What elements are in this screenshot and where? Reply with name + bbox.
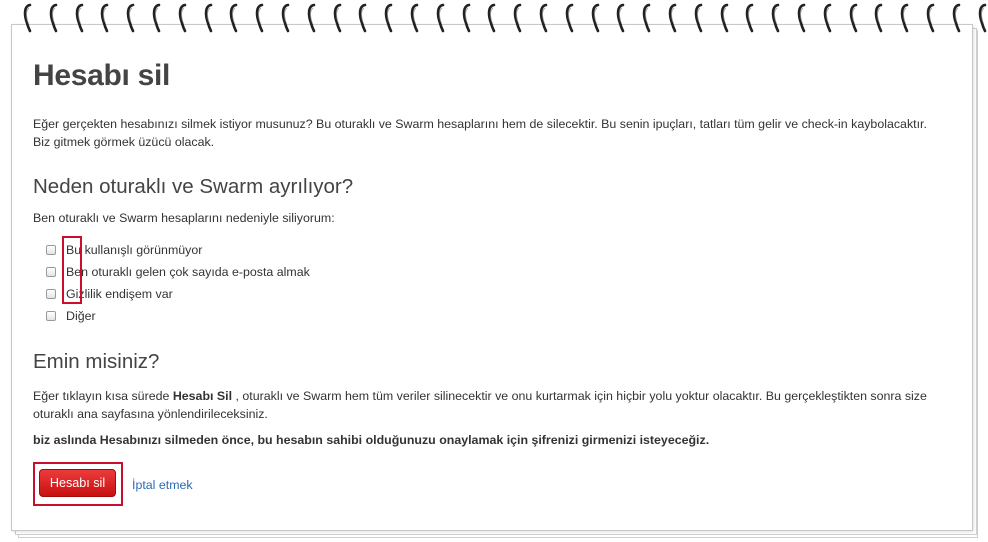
binding-ring-icon [75,3,87,33]
binding-ring-icon [410,3,422,33]
binding-ring-icon [823,3,835,33]
reason-option-other[interactable] [46,305,310,327]
binding-ring-icon [513,3,525,33]
binding-ring-icon [487,3,499,33]
binding-ring-icon [49,3,61,33]
confirm-heading: Emin misiniz? [33,350,160,373]
reason-subheading: Ben oturaklı ve Swarm hesaplarını nedeniyle siliyorum: [33,211,335,225]
reason-option-label: Gizlilik endişem var [66,287,173,301]
intro-text: Eğer gerçekten hesabınızı silmek istiyor musunuz? Bu oturaklı ve Swarm hesaplarını hem de silecektir. Bu senin ipuçları, tatları tüm gelir ve check-in kaybolacaktır. Biz gitmek görmek üzücü olacak. [33,117,927,149]
binding-ring-icon [745,3,757,33]
reason-option-label: Ben oturaklı gelen çok sayıda e-posta almak [66,265,310,279]
binding-ring-icon [436,3,448,33]
binding-ring-icon [23,3,35,33]
binding-ring-icon [539,3,551,33]
binding-ring-icon [900,3,912,33]
binding-ring-icon [771,3,783,33]
binding-ring-icon [591,3,603,33]
binding-ring-icon [229,3,241,33]
binding-ring-icon [694,3,706,33]
binding-ring-icon [178,3,190,33]
binding-ring-icon [668,3,680,33]
binding-ring-icon [384,3,396,33]
checkbox[interactable] [46,311,56,321]
binding-ring-icon [307,3,319,33]
binding-ring-icon [358,3,370,33]
password-note: biz aslında Hesabınızı silmeden önce, bu hesabın sahibi olduğunuzu onaylamak için şifrenizi girmenizi isteyeceğiz. [33,433,710,447]
reason-option-too-many-emails[interactable] [46,261,310,283]
binding-ring-icon [204,3,216,33]
binding-ring-icon [255,3,267,33]
binding-ring-icon [952,3,964,33]
checkbox[interactable] [46,289,56,299]
reason-option-privacy[interactable] [46,283,310,305]
binding-ring-icon [616,3,628,33]
binding-ring-icon [874,3,886,33]
notebook-page [11,24,973,531]
delete-account-button[interactable]: Hesabı sil [39,469,116,497]
binding-ring-icon [720,3,732,33]
binding-ring-icon [642,3,654,33]
reason-option-label: Diğer [66,309,96,323]
checkbox[interactable] [46,267,56,277]
binding-ring-icon [926,3,938,33]
warning-text-suffix: , oturaklı ve Swarm hem tüm veriler silinecektir ve onu kurtarmak için hiçbir yolu yoktur olacaktır. Bu gerçekleştikten sonra size oturaklı ana sayfasına yönlendirileceksiniz. [33,389,927,421]
binding-ring-icon [849,3,861,33]
binding-ring-icon [152,3,164,33]
checkbox[interactable] [46,245,56,255]
spiral-binding [0,0,988,40]
binding-ring-icon [565,3,577,33]
reason-options [46,239,310,327]
binding-ring-icon [281,3,293,33]
warning-text-prefix: Eğer tıklayın kısa sürede [33,389,170,403]
page-title: Hesabı sil [33,59,171,92]
reason-option-label: Bu kullanışlı görünmüyor [66,243,203,257]
binding-ring-icon [797,3,809,33]
binding-ring-icon [100,3,112,33]
cancel-link[interactable]: İptal etmek [132,478,193,492]
reason-heading: Neden oturaklı ve Swarm ayrılıyor? [33,175,354,198]
binding-ring-icon [126,3,138,33]
warning-text-bold: Hesabı Sil [172,389,233,403]
confirm-warning [33,387,938,423]
binding-ring-icon [978,3,988,33]
binding-ring-icon [462,3,474,33]
reason-option-not-useful[interactable] [46,239,310,261]
binding-ring-icon [333,3,345,33]
checkbox-highlight-box [62,236,82,304]
